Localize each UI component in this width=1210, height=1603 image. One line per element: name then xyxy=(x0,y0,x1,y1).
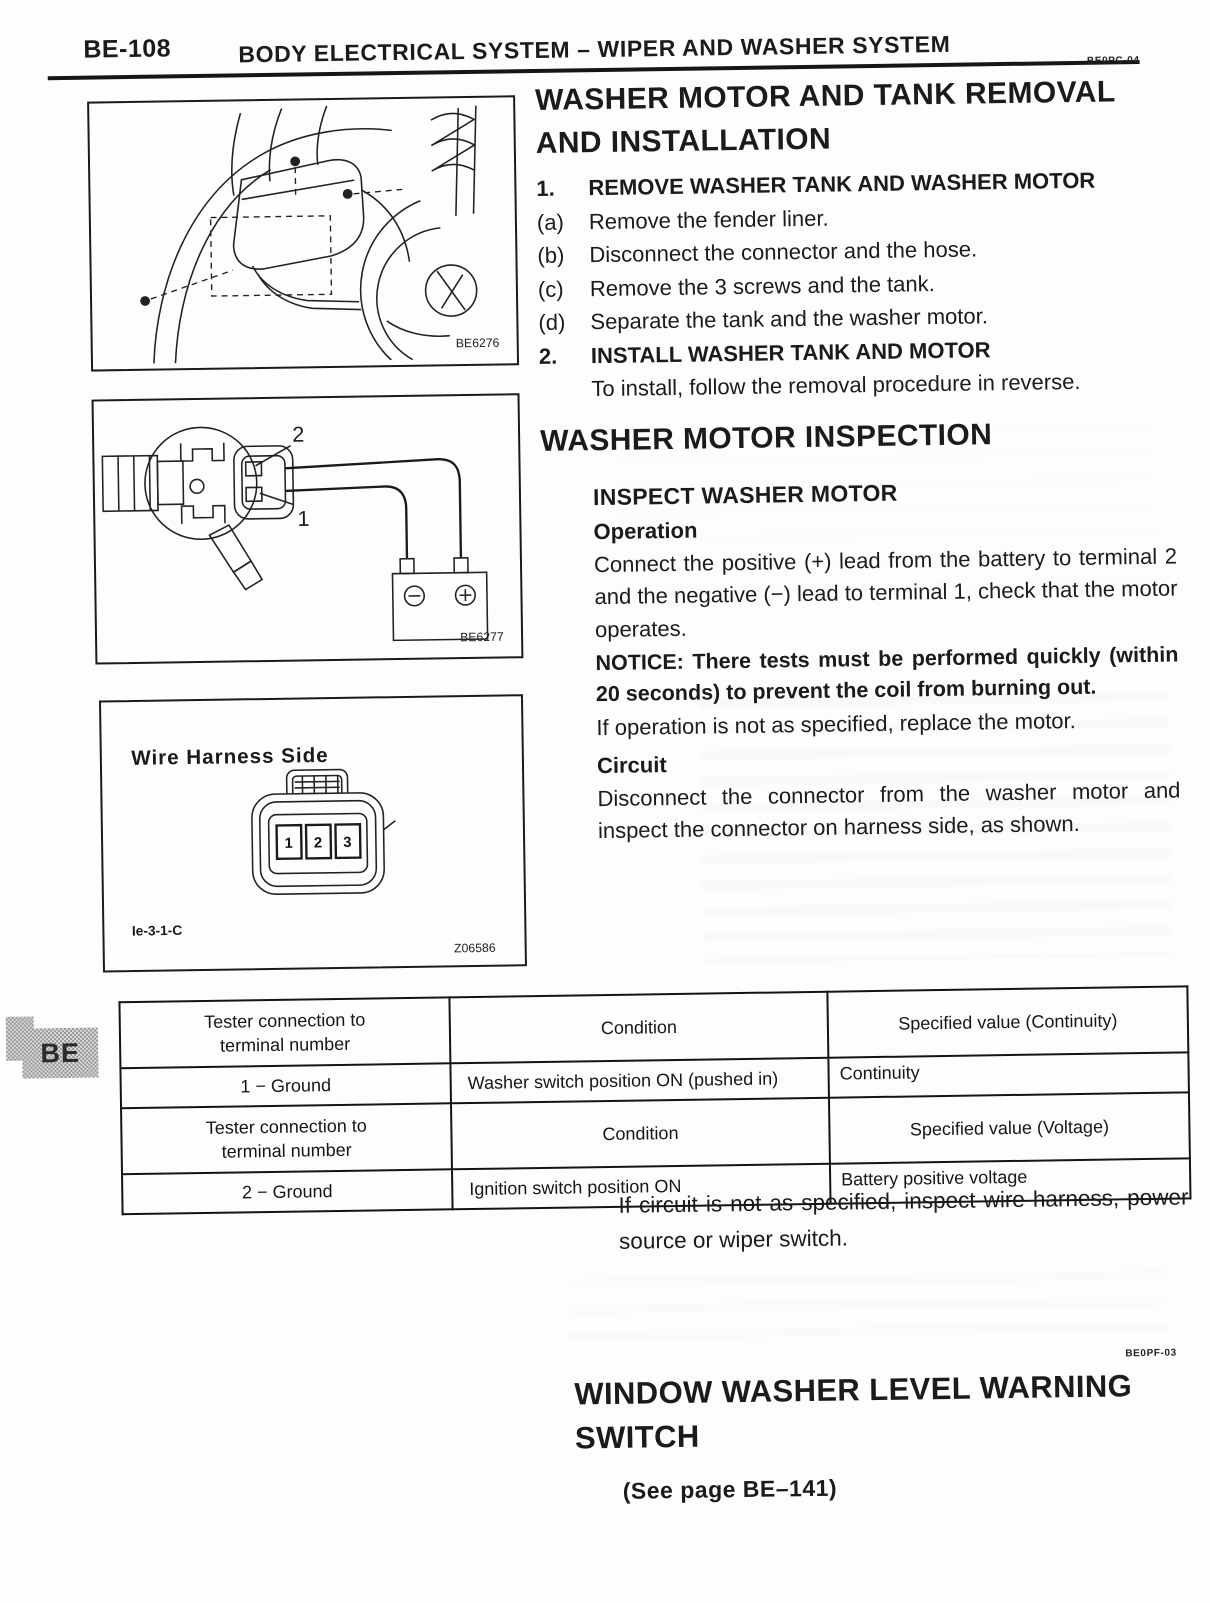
scan-bleedthrough xyxy=(568,1270,1169,1349)
page-number: BE-108 xyxy=(83,34,172,64)
level-warning-title-line1: WINDOW WASHER LEVEL WARNING xyxy=(574,1368,1133,1412)
step-text: Disconnect the connector and the hose. xyxy=(589,236,978,268)
header-cell: Condition xyxy=(449,992,828,1064)
section-title-line2: AND INSTALLATION xyxy=(535,122,832,160)
cell-terminal: 2 − Ground xyxy=(122,1169,453,1214)
section-tab: BE xyxy=(22,1028,99,1079)
figure-caption: Wire Harness Side xyxy=(131,743,329,770)
section-code-bottom: BE0PF-03 xyxy=(1125,1347,1177,1360)
cell-condition: Ignition switch position ON xyxy=(452,1164,831,1210)
circuit-result-note: If circuit is not as specified, inspect wire harness, power source or wiper switch. xyxy=(618,1184,1189,1254)
circuit-text: Disconnect the connector from the washer motor and inspect the connector on harness side, as shown. xyxy=(597,776,1181,844)
header-cell: Condition xyxy=(451,1098,830,1170)
step-marker: 2. xyxy=(538,343,558,369)
step-text: Remove the 3 screws and the tank. xyxy=(589,270,935,301)
figure-code: Z06586 xyxy=(453,940,496,956)
figure-code: BE6277 xyxy=(460,629,504,645)
step-text: Remove the fender liner. xyxy=(588,205,829,234)
operation-heading: Operation xyxy=(593,517,698,544)
operation-text: Connect the positive (+) lead from the battery to terminal 2 and the negative (−) lead to terminal 1, check that the motor operates. xyxy=(593,542,1178,642)
header-cell: Tester connection to terminal number xyxy=(119,997,450,1068)
figure-washer-motor-test xyxy=(92,393,524,664)
connector-line-art xyxy=(101,696,525,965)
cell-condition: Washer switch position ON (pushed in) xyxy=(450,1058,829,1104)
cell-value: Battery positive voltage xyxy=(830,1158,1191,1203)
step-marker: 1. xyxy=(536,175,555,201)
section-title-line1: WASHER MOTOR AND TANK REMOVAL xyxy=(534,75,1116,117)
step-marker: (c) xyxy=(537,276,564,302)
step-marker: (b) xyxy=(537,242,565,268)
inspect-subtitle: INSPECT WASHER MOTOR xyxy=(592,479,898,510)
see-page-reference: (See page BE–141) xyxy=(622,1474,838,1504)
header-cell: Specified value (Continuity) xyxy=(827,986,1188,1057)
cell-terminal: 1 − Ground xyxy=(120,1063,451,1108)
section-code-top: BE0PC-04 xyxy=(1086,54,1140,67)
install-note: To install, follow the removal procedure in reverse. xyxy=(591,368,1081,402)
header-cell: Specified value (Voltage) xyxy=(829,1092,1190,1163)
inspection-body xyxy=(593,475,1181,848)
terminal-1-label: 1 xyxy=(297,505,310,532)
terminal-2-label: 2 xyxy=(292,421,305,447)
circuit-heading: Circuit xyxy=(596,751,667,778)
operation-result: If operation is not as specified, replace the motor. xyxy=(596,708,1076,741)
pin-1: 1 xyxy=(284,835,293,852)
level-warning-title-line2: SWITCH xyxy=(574,1418,700,1456)
step-marker: (a) xyxy=(536,209,565,235)
washer-tank-line-art xyxy=(89,97,517,364)
cell-value: Continuity xyxy=(828,1052,1189,1097)
procedure-steps xyxy=(536,163,1174,373)
main-text-column xyxy=(535,70,1181,849)
inspection-title: WASHER MOTOR INSPECTION xyxy=(539,417,993,458)
figure-harness-connector xyxy=(99,694,527,972)
motor-battery-line-art xyxy=(94,395,522,657)
section-title xyxy=(535,70,1171,165)
notice-text: NOTICE: There tests must be performed quickly (within 20 seconds) to prevent the coil from burning out. xyxy=(595,642,1179,707)
step-text: Separate the tank and the washer motor. xyxy=(590,303,989,335)
page-title: BODY ELECTRICAL SYSTEM – WIPER AND WASHER SYSTEM xyxy=(238,30,951,68)
step-marker: (d) xyxy=(538,309,566,335)
figure-code: BE6276 xyxy=(455,335,500,351)
level-warning-title xyxy=(574,1364,1133,1460)
step-text: REMOVE WASHER TANK AND WASHER MOTOR xyxy=(588,167,1096,201)
pin-2: 2 xyxy=(313,835,323,852)
step-text: INSTALL WASHER TANK AND MOTOR xyxy=(590,336,991,368)
figure-washer-tank-location xyxy=(87,95,519,371)
pin-3: 3 xyxy=(343,834,352,852)
connector-id: Ie-3-1-C xyxy=(131,922,183,939)
header-cell: Tester connection to terminal number xyxy=(121,1103,452,1174)
